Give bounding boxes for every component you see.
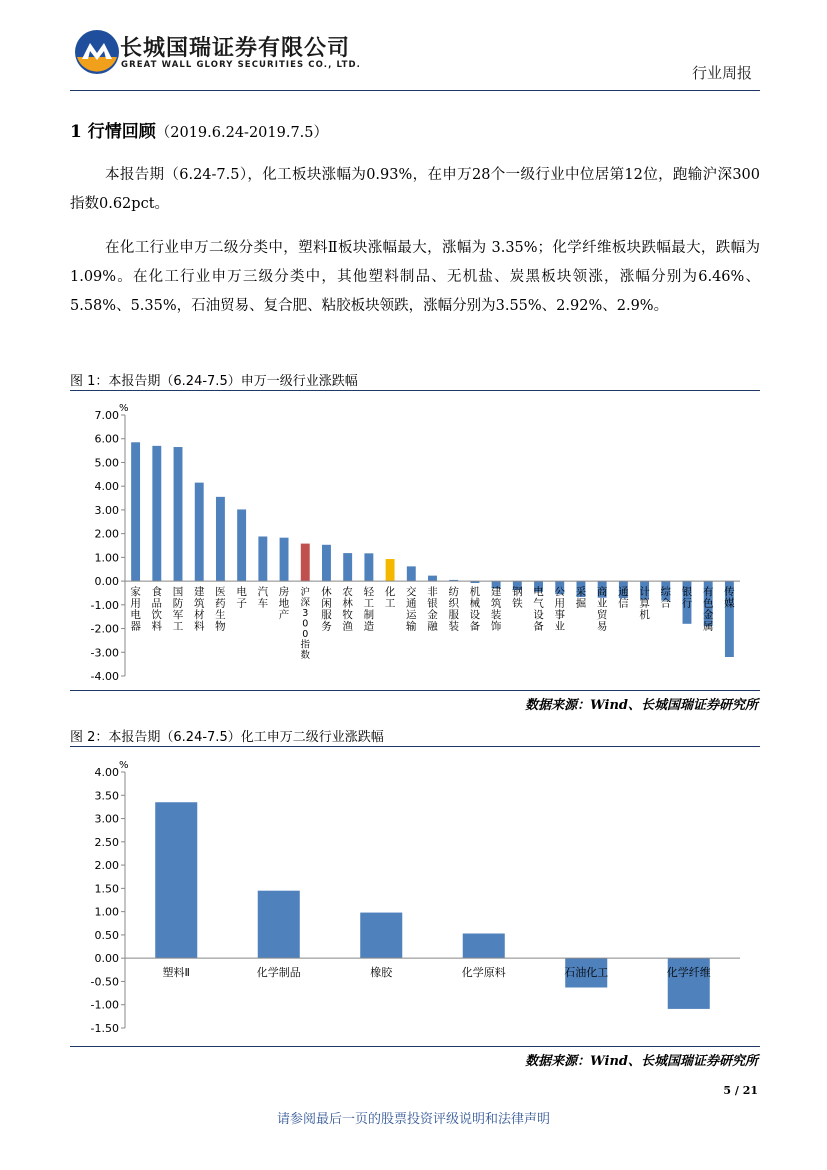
x-tick-label: 医药生物	[215, 586, 226, 633]
x-tick-label: 综合	[660, 586, 672, 610]
y-tick-label: -0.50	[90, 975, 119, 989]
y-tick-label: -1.00	[90, 998, 119, 1012]
x-tick-label: 塑料Ⅱ	[162, 966, 190, 980]
y-tick-label: 2.00	[94, 527, 119, 541]
x-tick-label: 休闲服务	[321, 586, 332, 633]
x-tick-label: 采掘	[575, 586, 587, 610]
company-name-cn: 长城国瑞证券有限公司	[120, 36, 351, 61]
x-tick-label: 电气设备	[533, 586, 544, 633]
y-tick-label: 3.00	[94, 812, 119, 826]
company-name-en: GREAT WALL GLORY SECURITIES CO., LTD.	[121, 60, 361, 70]
bar	[364, 553, 373, 581]
y-tick-label: -1.00	[90, 598, 119, 612]
bar	[258, 536, 267, 581]
bar	[322, 545, 331, 581]
y-tick-label: 3.50	[94, 789, 119, 803]
y-tick-label: -2.00	[90, 622, 119, 636]
x-tick-label: 轻工制造	[363, 586, 375, 633]
x-tick-label: 纺织服装	[448, 586, 459, 633]
bar	[152, 446, 161, 581]
footer-disclaimer: 请参阅最后一页的股票投资评级说明和法律声明	[276, 1112, 550, 1127]
section-title-text: 1 行情回顾	[70, 122, 156, 142]
x-tick-label: 公用事业	[554, 586, 565, 633]
x-tick-label: 通信	[618, 586, 629, 610]
bar	[428, 576, 437, 581]
x-tick-label: 传媒	[724, 586, 735, 610]
y-tick-label: 2.00	[94, 859, 119, 873]
x-tick-label: 橡胶	[370, 966, 393, 980]
y-tick-label: 0.00	[94, 575, 119, 589]
y-tick-label: 5.00	[94, 456, 119, 470]
paragraph-1: 本报告期（6.24-7.5），化工板块涨幅为0.93%，在申万28个一级行业中位居第12位，跑输沪深300指数0.62pct。	[70, 167, 760, 212]
x-tick-label: 银行	[681, 586, 693, 610]
y-tick-label: 4.00	[94, 766, 119, 779]
figure-1-chart	[70, 392, 760, 692]
page-number: 5 / 21	[723, 1084, 758, 1097]
paragraph-2: 在化工行业申万二级分类中，塑料Ⅱ板块涨幅最大，涨幅为 3.35%；化学纤维板块跌幅最大，跌幅为1.09%。在化工行业申万三级分类中，其他塑料制品、无机盐、炭黑板块领涨，涨幅分别为6.46%、5.58%、5.35%，石油贸易、复合肥、粘胶板块领跌，涨幅分别为3.55%、2.92%、2.9%。	[70, 240, 760, 314]
header-divider	[70, 90, 760, 91]
y-tick-label: 0.00	[94, 952, 119, 966]
x-tick-label: 石油化工	[564, 966, 609, 980]
figure-1-top-rule	[70, 390, 760, 391]
x-tick-label: 交通运输	[406, 586, 417, 633]
bar	[301, 544, 310, 581]
x-tick-label: 沪深 3 0 0 指数	[300, 587, 311, 662]
bar	[237, 509, 246, 581]
figure-2-top-rule	[70, 746, 760, 747]
bar	[343, 553, 352, 581]
x-tick-label: 有色金属	[702, 586, 714, 633]
x-tick-label: 房地产	[278, 586, 290, 622]
bar	[216, 497, 225, 581]
x-tick-label: 建筑材料	[193, 586, 205, 633]
y-tick-label: 0.50	[94, 928, 119, 942]
section-date-range: （2019.6.24-2019.7.5）	[155, 125, 329, 141]
x-tick-label: 商业贸易	[596, 586, 608, 633]
bar	[280, 538, 289, 581]
y-axis-unit: %	[119, 403, 129, 414]
y-tick-label: 4.00	[94, 480, 119, 494]
bar	[463, 934, 505, 959]
x-tick-label: 化学纤维	[666, 966, 711, 980]
bar	[155, 802, 197, 958]
x-tick-label: 非银金融	[427, 586, 438, 633]
y-tick-label: 1.00	[94, 905, 119, 919]
figure-1-source: 数据来源：Wind、长城国瑞证券研究所	[525, 698, 758, 713]
x-tick-label: 电子	[236, 586, 247, 610]
x-tick-label: 钢铁	[512, 586, 523, 610]
y-tick-label: 6.00	[94, 432, 119, 446]
bar	[386, 559, 395, 581]
x-tick-label: 农林牧渔	[342, 586, 353, 633]
x-tick-label: 汽车	[257, 586, 269, 610]
bar	[258, 891, 300, 958]
y-tick-label: -1.50	[90, 1022, 119, 1035]
x-tick-label: 计算机	[639, 586, 650, 622]
y-axis-unit: %	[119, 760, 129, 771]
bar	[131, 442, 140, 581]
x-tick-label: 建筑装饰	[490, 586, 502, 633]
bar	[407, 566, 416, 581]
figure-1-title: 图 1：本报告期（6.24-7.5）申万一级行业涨跌幅	[70, 374, 358, 389]
company-logo	[74, 29, 120, 75]
report-type: 行业周报	[691, 64, 752, 82]
figure-2-chart	[70, 748, 760, 1046]
bar	[360, 913, 402, 959]
x-tick-label: 化学原料	[461, 966, 506, 980]
section-title	[70, 117, 328, 142]
y-tick-label: -3.00	[90, 646, 119, 660]
y-tick-label: 1.50	[94, 882, 119, 896]
y-tick-label: 7.00	[94, 409, 119, 422]
y-tick-label: 1.00	[94, 551, 119, 565]
bar	[174, 447, 183, 581]
x-tick-label: 化工	[384, 586, 396, 610]
y-tick-label: 3.00	[94, 503, 119, 517]
figure-2-source: 数据来源：Wind、长城国瑞证券研究所	[525, 1054, 758, 1069]
figure-1-bottom-rule	[70, 690, 760, 691]
x-tick-label: 化学制品	[256, 966, 301, 980]
bar	[195, 483, 204, 581]
figure-2-title: 图 2：本报告期（6.24-7.5）化工申万二级行业涨跌幅	[70, 730, 384, 745]
x-tick-label: 食品饮料	[151, 586, 163, 633]
y-tick-label: -4.00	[90, 670, 119, 683]
y-tick-label: 2.50	[94, 835, 119, 849]
x-tick-label: 机械设备	[469, 586, 481, 633]
figure-2-bottom-rule	[70, 1046, 760, 1047]
x-tick-label: 国防军工	[172, 586, 184, 633]
x-tick-label: 家用电器	[130, 586, 141, 633]
